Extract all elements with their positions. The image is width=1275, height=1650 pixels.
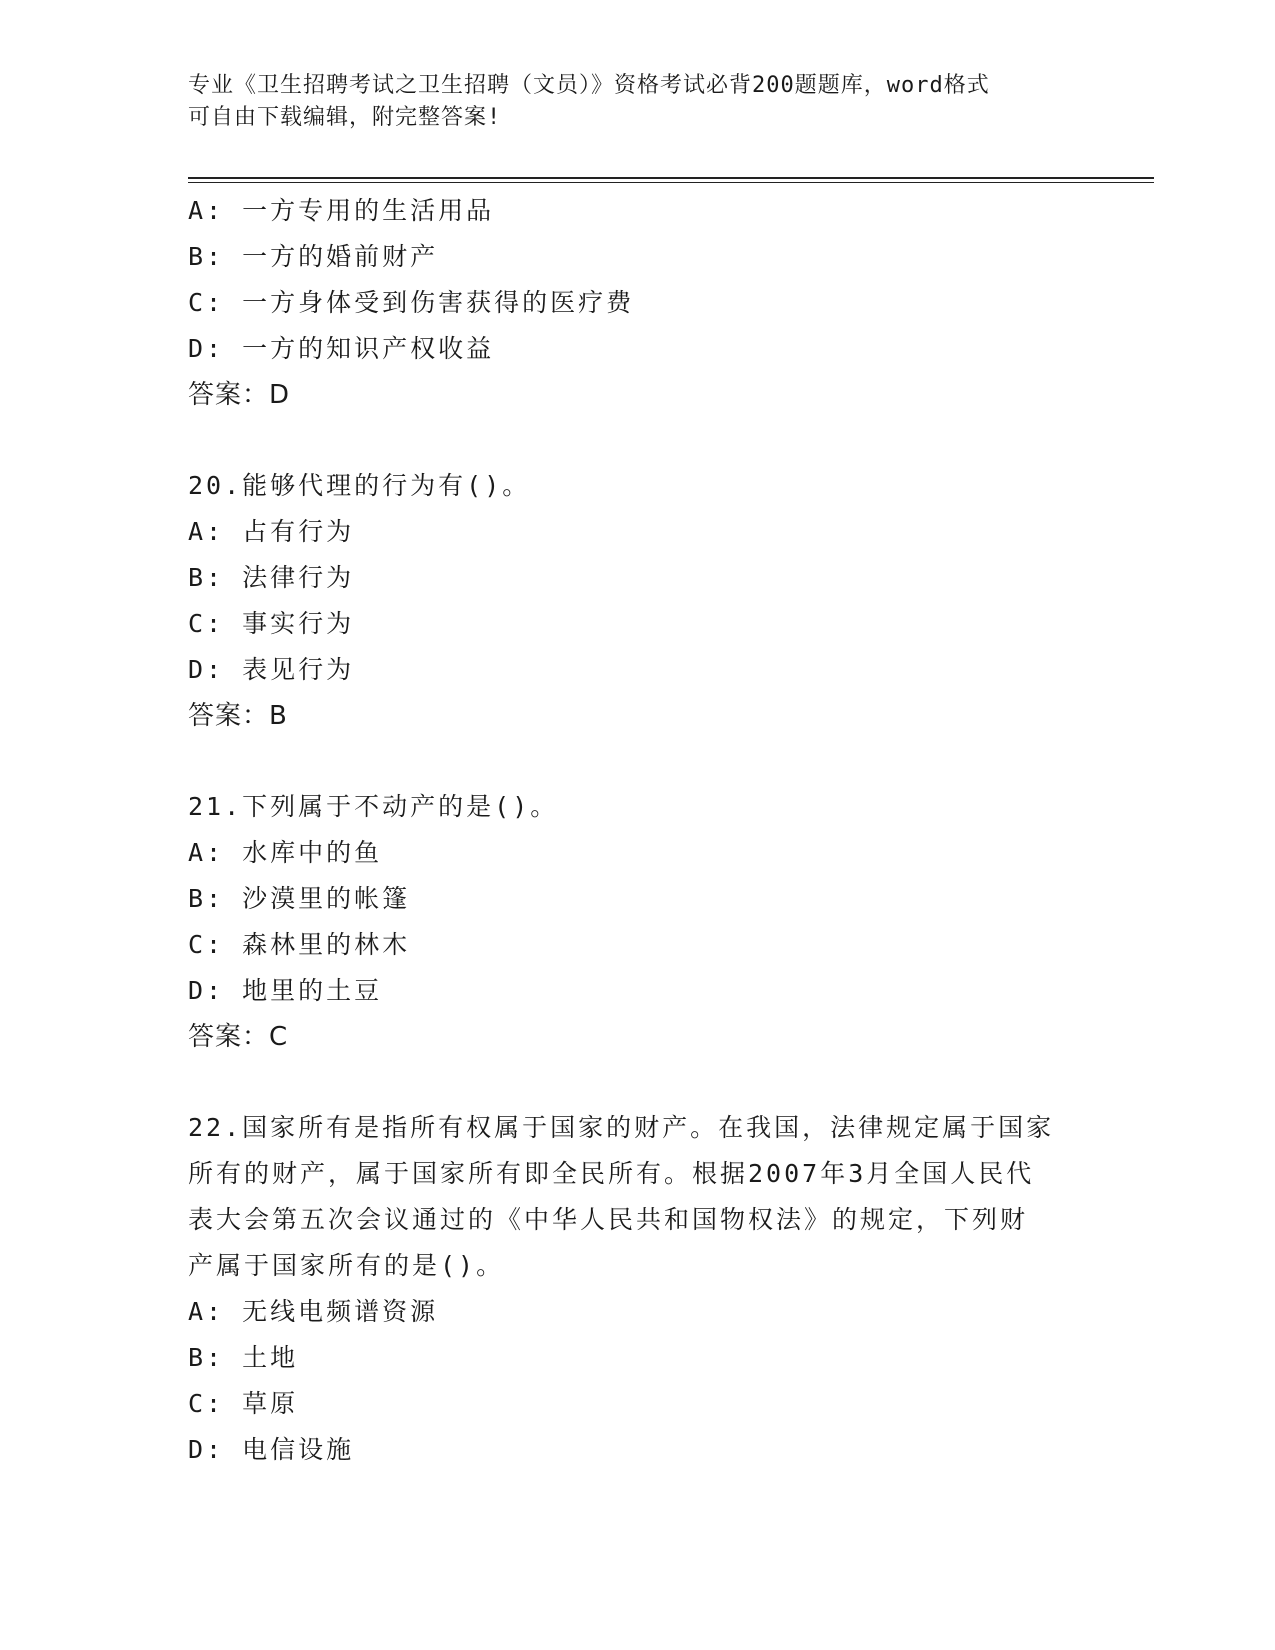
spacer — [188, 739, 1088, 784]
option-c: C: 草原 — [188, 1389, 299, 1418]
question-21-block — [188, 784, 1088, 1060]
option-b: B: 沙漠里的帐篷 — [188, 884, 411, 913]
option-b: B: 法律行为 — [188, 563, 355, 592]
question-text-line-3: 表大会第五次会议通过的《中华人民共和国物权法》的规定，下列财 — [188, 1205, 1029, 1234]
option-c: C: 事实行为 — [188, 609, 355, 638]
option-d: D: 表见行为 — [188, 655, 355, 684]
option-c: C: 森林里的林木 — [188, 930, 411, 959]
header-title-line-2: 可自由下载编辑，附完整答案! — [188, 105, 502, 130]
question-19-block — [188, 188, 1088, 418]
question-22-block — [188, 1105, 1088, 1473]
header-divider-thin — [188, 182, 1154, 183]
option-d: D: 电信设施 — [188, 1435, 355, 1464]
option-b: B: 土地 — [188, 1343, 299, 1372]
option-a: A: 无线电频谱资源 — [188, 1297, 439, 1326]
option-a: A: 一方专用的生活用品 — [188, 196, 495, 225]
option-a: A: 水库中的鱼 — [188, 838, 383, 867]
question-text: 21.下列属于不动产的是()。 — [188, 792, 559, 821]
answer-line: 答案：B — [188, 701, 288, 731]
option-d: D: 一方的知识产权收益 — [188, 334, 495, 363]
option-d: D: 地里的土豆 — [188, 976, 383, 1005]
spacer — [188, 1060, 1088, 1105]
answer-line: 答案：C — [188, 1022, 289, 1052]
document-header — [188, 70, 1068, 134]
question-list — [188, 188, 1088, 1473]
spacer — [188, 418, 1088, 463]
question-20-block — [188, 463, 1088, 739]
option-b: B: 一方的婚前财产 — [188, 242, 439, 271]
question-text-line-2: 所有的财产，属于国家所有即全民所有。根据2007年3月全国人民代 — [188, 1159, 1035, 1188]
question-text-line-1: 22.国家所有是指所有权属于国家的财产。在我国，法律规定属于国家 — [188, 1113, 1055, 1142]
header-divider-thick — [188, 177, 1154, 179]
question-text: 20.能够代理的行为有()。 — [188, 471, 531, 500]
option-c: C: 一方身体受到伤害获得的医疗费 — [188, 288, 635, 317]
header-title-line-1: 专业《卫生招聘考试之卫生招聘（文员）》资格考试必背200题题库，word格式 — [188, 73, 990, 98]
question-text-line-4: 产属于国家所有的是()。 — [188, 1251, 505, 1280]
answer-line: 答案：D — [188, 380, 291, 410]
option-a: A: 占有行为 — [188, 517, 355, 546]
